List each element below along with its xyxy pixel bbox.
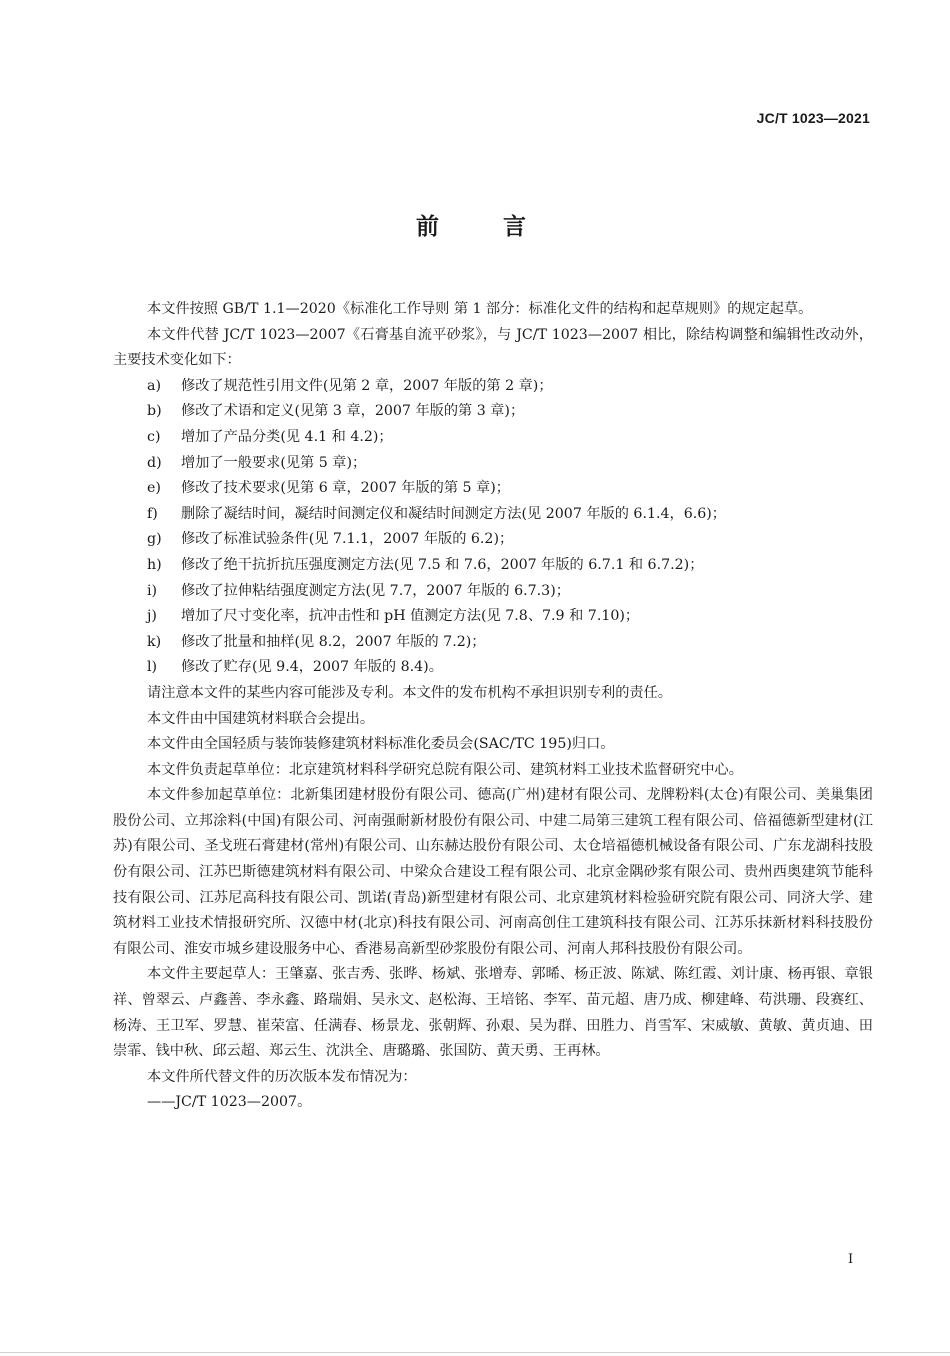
list-text: 修改了贮存(见 9.4，2007 年版的 8.4)。 [181,659,443,676]
main-drafters-paragraph: 本文件主要起草人：王肇嘉、张吉秀、张晔、杨斌、张增寿、郭晞、杨正波、陈斌、陈红霞、刘计康、杨再银、章银祥、曾翠云、卢鑫善、李永鑫、路瑞娟、吴永文、赵松海、王培铭、李军、苗元超、唐乃成、柳建峰、苟洪珊、段赛红、杨涛、王卫军、罗慧、崔荣富、任满春、杨景龙、张朝辉、孙艰、吴为群、田胜力、肖雪军、宋威敏、黄敏、黄贞迪、田崇霏、钱中秋、邱云超、郑云生、沈洪全、唐璐璐、张国防、黄天勇、王再林。 [113,966,873,1060]
list-text: 修改了批量和抽样(见 8.2，2007 年版的 7.2)； [181,633,486,650]
list-text: 修改了拉伸粘结强度测定方法(见 7.7，2007 年版的 6.7.3)； [181,582,570,599]
list-text: 删除了凝结时间，凝结时间测定仪和凝结时间测定方法(见 2007 年版的 6.1.4，6.6)； [181,505,726,522]
list-marker: l) [147,659,158,676]
intro-paragraph-1: 本文件按照 GB/T 1.1—2020《标准化工作导则 第 1 部分：标准化文件的结构和起草规则》的规定起草。 [147,301,813,317]
list-marker: h) [147,556,162,573]
list-item [113,374,873,400]
list-marker: a) [147,377,161,394]
list-marker: e) [147,480,161,497]
intro-paragraph-2: 本文件代替 JC/T 1023—2007《石膏基自流平砂浆》，与 JC/T 1023—2007 相比，除结构调整和编辑性改动外，主要技术变化如下： [113,326,873,369]
list-item [113,527,873,553]
page-title: 前 言 [415,214,554,240]
history-heading: 本文件所代替文件的历次版本发布情况为： [147,1068,417,1085]
list-text: 修改了绝干抗折抗压强度测定方法(见 7.5 和 7.6，2007 年版的 6.7.1 和 6.7.2)； [181,556,704,573]
list-item [113,451,873,477]
list-marker: c) [147,428,161,445]
list-text: 增加了一般要求(见第 5 章)； [181,454,367,471]
list-marker: k) [147,633,162,650]
list-item [113,399,873,425]
lead-drafters-paragraph: 本文件负责起草单位：北京建筑材料科学研究总院有限公司、建筑材料工业技术监督研究中心。 [147,761,743,778]
list-marker: b) [147,403,162,420]
proposer-paragraph: 本文件由中国建筑材料联合会提出。 [147,710,375,727]
list-item [113,425,873,451]
list-marker: d) [147,454,162,471]
participating-drafters-paragraph: 本文件参加起草单位：北新集团建材股份有限公司、德高(广州)建材有限公司、龙牌粉料(太仓)有限公司、美巢集团股份公司、立邦涂料(中国)有限公司、河南强耐新材股份有限公司、中建二局第三建筑工程有限公司、倍福德新型建材(江苏)有限公司、圣戈班石膏建材(常州)有限公司、山东赫达股份有限公司、太仓培福德机械设备有限公司、广东龙湖科技股份有限公司、江苏巴斯德建筑材料有限公司、中梁众合建设工程有限公司、北京金隅砂浆有限公司、贵州西奥建筑节能科技有限公司、江苏尼高科技有限公司、凯诺(青岛)新型建材有限公司、北京建筑材料检验研究院有限公司、同济大学、建筑材料工业技术情报研究所、汉德中材(北京)科技有限公司、河南高创住工建筑科技有限公司、江苏乐抹新材料科技股份有限公司、淮安市城乡建设服务中心、香港易高新型砂浆股份有限公司、河南人邦科技股份有限公司。 [113,787,873,957]
list-item [113,604,873,630]
list-item [113,630,873,656]
list-text: 增加了产品分类(见 4.1 和 4.2)； [181,428,393,445]
committee-paragraph: 本文件由全国轻质与装饰装修建筑材料标准化委员会(SAC/TC 195)归口。 [147,736,615,753]
list-item [113,553,873,579]
standard-number: JC/T 1023—2021 [756,110,870,126]
list-text: 修改了规范性引用文件(见第 2 章，2007 年版的第 2 章)； [181,377,553,394]
list-item [113,655,873,681]
list-text: 修改了术语和定义(见第 3 章，2007 年版的第 3 章)； [181,403,525,420]
page-number: I [848,1252,854,1267]
list-text: 修改了标准试验条件(见 7.1.1，2007 年版的 6.2)； [181,531,514,548]
list-item [113,502,873,528]
patent-notice: 请注意本文件的某些内容可能涉及专利。本文件的发布机构不承担识别专利的责任。 [147,684,672,701]
history-entry: ——JC/T 1023—2007。 [147,1094,312,1111]
list-marker: i) [147,582,158,599]
page-edge-divider [0,1352,950,1353]
foreword-body [113,297,873,1116]
list-text: 修改了技术要求(见第 6 章，2007 年版的第 5 章)； [181,480,510,497]
list-marker: j) [147,608,157,625]
list-marker: f) [147,505,158,522]
list-item [113,476,873,502]
list-marker: g) [147,531,162,548]
list-text: 增加了尺寸变化率，抗冲击性和 pH 值测定方法(见 7.8、7.9 和 7.10)； [181,608,640,625]
list-item [113,579,873,605]
